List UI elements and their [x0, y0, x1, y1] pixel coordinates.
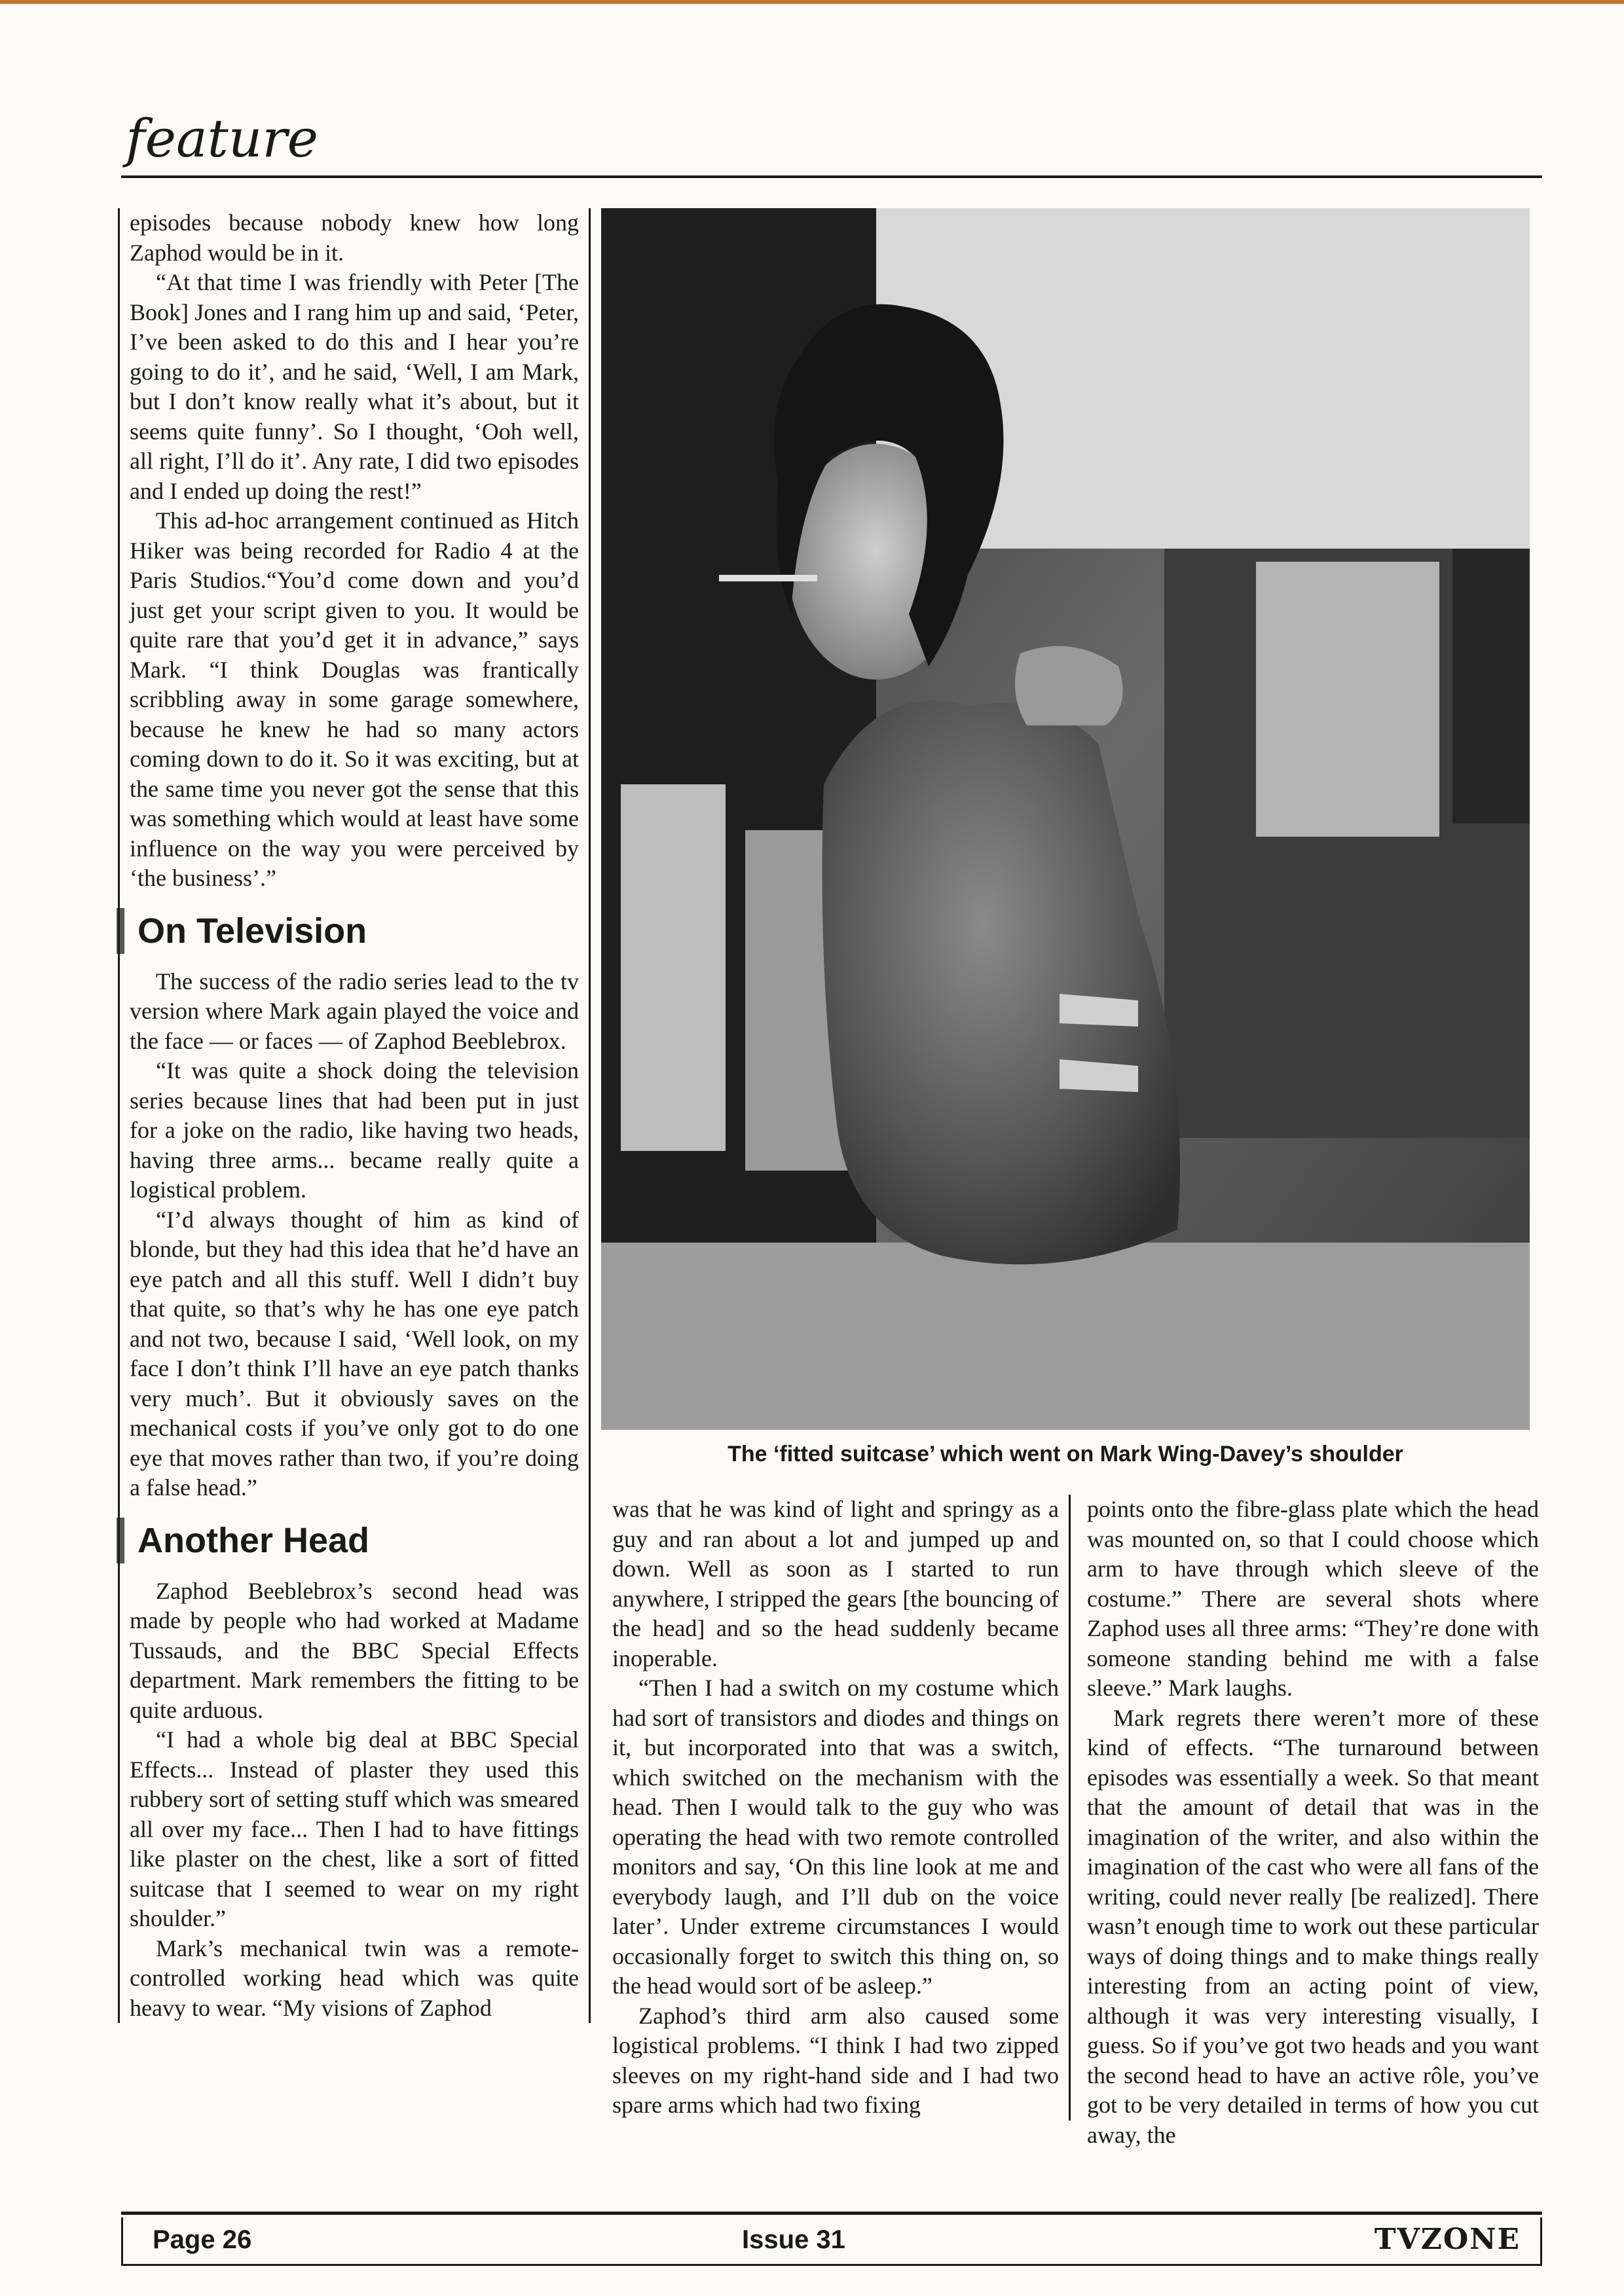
column-1-left-rule: [118, 208, 120, 2023]
subheading-text: Another Head: [138, 1520, 370, 1560]
paragraph: “It was quite a shock doing the television series because lines that had been put in just for a joke on the radio, like having two heads, having three arms... became really quite a logistical problem.: [130, 1057, 579, 1203]
paragraph: Zaphod Beeblebrox’s second head was made by people who had worked at Madame Tussauds, and the BBC Special Effects department. Mark remembers the fitting to be quite arduous.: [130, 1577, 579, 1723]
paragraph: Mark’s mechanical twin was a remote-controlled working head which was quite heavy to wear. “My visions of Zaphod: [130, 1935, 579, 2021]
magazine-logo: TVZONE: [1374, 2223, 1521, 2256]
subheading-another-head: [117, 1518, 579, 1563]
column-3: [1087, 1495, 1539, 2150]
paragraph: points onto the fibre-glass plate which the head was mounted on, so that I could choose which arm to have through which sleeve of the costume.” There are several shots where Zaphod uses all three arms: “They’re done with someone standing behind me with a false sleeve.” Mark laughs.: [1087, 1496, 1539, 1701]
top-color-stripe: [0, 0, 1624, 4]
paragraph: The success of the radio series lead to the tv version where Mark again played the voice and the face — or faces — of Zaphod Beeblebrox.: [130, 968, 579, 1054]
paragraph: This ad-hoc arrangement continued as Hitch Hiker was being recorded for Radio 4 at the Paris Studios.“You’d come down and you’d just get your script given to you. It would be quite rare that you’d get it in advance,” says Mark. “I think Douglas was frantically scribbling away in some garage somewhere, because he knew he had so many actors coming down to do it. So it was exciting, but at the same time you never got the sense that this was something which would at least have some influence on the way you were perceived by ‘the business’.”: [130, 507, 579, 891]
paragraph: was that he was kind of light and springy as a guy and ran about a lot and jumped up and down. Well as soon as I started to run anywhere, I stripped the gears [the bouncing of the head] and so the head suddenly became inoperable.: [612, 1496, 1059, 1671]
header-rule: [121, 175, 1542, 178]
footer-bar: [121, 2217, 1542, 2266]
column-1-right-rule: [589, 208, 591, 2023]
paragraph: “I had a whole big deal at BBC Special Effects... Instead of plaster they used this rubbery sort of setting stuff which was smeared all over my face... Then I had to have fittings like plaster on the chest, like a sort of fitted suitcase that I seemed to wear on my right shoulder.”: [130, 1726, 579, 1931]
column-2-right-rule: [1069, 1495, 1071, 2121]
photo-caption: The ‘fitted suitcase’ which went on Mark Wing-Davey’s shoulder: [728, 1442, 1403, 1467]
subheading-on-television: [117, 908, 579, 954]
column-2: [612, 1495, 1059, 2121]
photo-fitted-suitcase: [601, 208, 1530, 1430]
column-1: [130, 208, 579, 2023]
paragraph: “Then I had a switch on my costume which had sort of transistors and diodes and things on it, but incorporated into that was a switch, which switched on the mechanism with the head. Then I would talk to the guy who was operating the head with two remote controlled monitors and say, ‘On this line look at me and everybody laugh, and I’ll dub on the voice later’. Under extreme circumstances I would occasionally forget to switch this thing on, so the head would sort of be asleep.”: [612, 1675, 1059, 1999]
paragraph: episodes because nobody knew how long Zaphod would be in it.: [130, 210, 579, 266]
page-number: Page 26: [153, 2225, 252, 2254]
paragraph: Zaphod’s third arm also caused some logistical problems. “I think I had two zipped sleeves on my right-hand side and I had two spare arms which had two fixing: [612, 2002, 1059, 2118]
footer-rule: [121, 2212, 1542, 2215]
section-kicker: feature: [126, 108, 318, 169]
subheading-text: On Television: [138, 911, 367, 951]
paragraph: “I’d always thought of him as kind of blonde, but they had this idea that he’d have an eye patch and all this stuff. Well I didn’t buy that quite, so that’s why he has one eye patch and not two, because I said, ‘Well look, on my face I don’t think I’ll have an eye patch thanks very much’. But it obviously saves on the mechanical costs if you’ve only got to do one eye that moves rather than two, if you’re doing a false head.”: [130, 1206, 579, 1501]
issue-number: Issue 31: [742, 2225, 845, 2254]
paragraph: “At that time I was friendly with Peter [The Book] Jones and I rang him up and said, ‘Peter, I’ve been asked to do this and I hear you’re going to do it’, and he said, ‘Well, I am Mark, but I don’t know really what it’s about, but it seems quite funny’. So I thought, ‘Ooh well, all right, I’ll do it’. Any rate, I did two episodes and I ended up doing the rest!”: [130, 269, 579, 504]
paragraph: Mark regrets there weren’t more of these kind of effects. “The turnaround between episodes was essentially a week. So that meant that the amount of detail that was in the imagination of the writer, and also within the imagination of the cast who were all fans of the writing, could never really [be realized]. There wasn’t enough time to work out these particular ways of doing things and to make things really interesting from an acting point of view, although it was very interesting visually, I guess. So if you’ve got two heads and you want the second head to have an active rôle, you’ve got to be very detailed in terms of how you cut away, the: [1087, 1704, 1539, 2148]
